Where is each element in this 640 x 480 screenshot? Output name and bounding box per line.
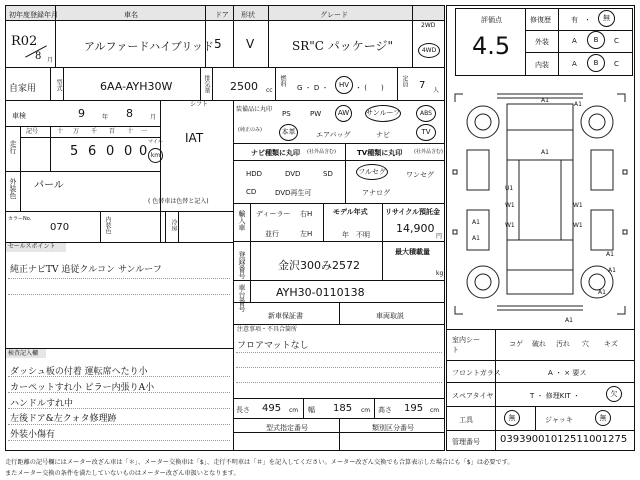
damage-mark: W1	[573, 222, 583, 229]
equip-aw-circle: AW	[335, 105, 352, 122]
grade-label: グレード	[320, 11, 348, 19]
tv-fullseg-circle: フルセグ	[356, 164, 388, 180]
capacity-value: 7	[419, 80, 426, 91]
shape-value: V	[246, 37, 255, 51]
mileage-digit: 0	[139, 144, 148, 159]
inspector-line: カーペットすれ小 ピラー内張りA小	[10, 383, 155, 393]
width-value: 185	[333, 403, 353, 414]
damage-mark: A1	[472, 219, 480, 226]
recycle-value: 14,900	[396, 222, 435, 235]
reg-label: 初年度登録年月	[9, 11, 58, 19]
damage-mark: A1	[541, 97, 549, 104]
grade-value: SR"C パッケージ"	[292, 39, 394, 53]
damage-mark: A1	[565, 317, 573, 324]
doors-label: ドア	[215, 11, 229, 19]
color-no-value: 070	[50, 222, 70, 233]
inspector-line: ダッシュ板の付着 運転席へたり小	[10, 367, 148, 377]
score-value: 4.5	[472, 32, 511, 60]
inspection-year: 9	[78, 107, 85, 120]
reg-year: R02	[11, 34, 38, 49]
length-value: 495	[262, 403, 282, 414]
vin-value: AYH30-0110138	[276, 286, 365, 299]
plate-value: 金沢300み2572	[278, 259, 360, 272]
equip-abs-circle: ABS	[416, 105, 436, 122]
damage-mark: U1	[505, 185, 514, 192]
equip-sunroof-circle: サンルーフ	[365, 105, 401, 122]
damage-mark: A1	[606, 251, 614, 258]
damage-mark: A1	[541, 149, 549, 156]
mileage-digit: 0	[124, 144, 133, 159]
inspector-line: 左後ドア&左クォタ修理跡	[10, 414, 117, 424]
note-value: フロアマットなし	[237, 341, 309, 351]
mileage-digit: 0	[106, 144, 115, 159]
height-value: 195	[404, 403, 424, 414]
footer-note: 走行距離の記号欄にはメーター改ざん車は「＊」、メーター交換車は「$」、走行不明車は「＃」を記入してください。メーター改ざん交換でも合算表示した場合にも「$」は必要です。	[5, 459, 514, 466]
mileage-digit: 5	[70, 144, 79, 159]
displacement-value: 2500	[230, 80, 258, 93]
tool-missing-circle: 無	[504, 410, 520, 426]
damage-mark: A1	[472, 235, 480, 242]
damage-mark: A1	[608, 267, 616, 274]
damage-mark: W1	[573, 202, 583, 209]
car-name: アルファードハイブリッド	[84, 40, 214, 53]
score-label: 評価点	[481, 16, 502, 24]
damage-mark: A1	[598, 289, 606, 296]
jack-missing-circle: 無	[595, 410, 611, 426]
shape-label: 形状	[241, 11, 255, 19]
model-value: 6AA-AYH30W	[100, 80, 173, 93]
management-number: 03939001012511001275	[500, 434, 628, 445]
inspection-month: 8	[126, 107, 133, 120]
equip-tv-circle: TV	[416, 124, 436, 141]
doors-value: 5	[214, 37, 222, 51]
inspector-line: ハンドルすれ中	[10, 399, 74, 409]
damage-mark: A1	[574, 101, 582, 108]
mileage-digit: 6	[88, 144, 97, 159]
usage-label: 自家用	[9, 84, 37, 94]
mileage-km-circle: km	[148, 148, 163, 163]
equip-leather-circle: 本革	[279, 124, 298, 141]
ext-color-value: パール	[34, 180, 64, 191]
drive-4wd-circle: 4WD	[418, 43, 440, 58]
reg-month: 8	[35, 51, 42, 62]
car-name-label: 車名	[124, 11, 138, 19]
damage-mark: W1	[505, 222, 515, 229]
fuel-hv-circle: HV	[335, 76, 353, 94]
ext-grade-b-circle: B	[587, 31, 605, 49]
drive-2wd: 2WD	[421, 22, 436, 29]
inspector-line: 外装小傷有	[10, 430, 56, 440]
int-grade-b-circle: B	[587, 54, 605, 72]
repair-no-circle: 無	[598, 10, 615, 27]
sales-point-value: 純正ナビTV 追従クルコン サンルーフ	[10, 265, 162, 275]
footer-note: またメーター交換の条件を満たしていないものはメーター改ざん車扱いとなります。	[5, 470, 240, 477]
damage-mark: W1	[505, 202, 515, 209]
shift-value: IAT	[185, 131, 204, 145]
spare-missing-circle: 欠	[606, 386, 622, 402]
